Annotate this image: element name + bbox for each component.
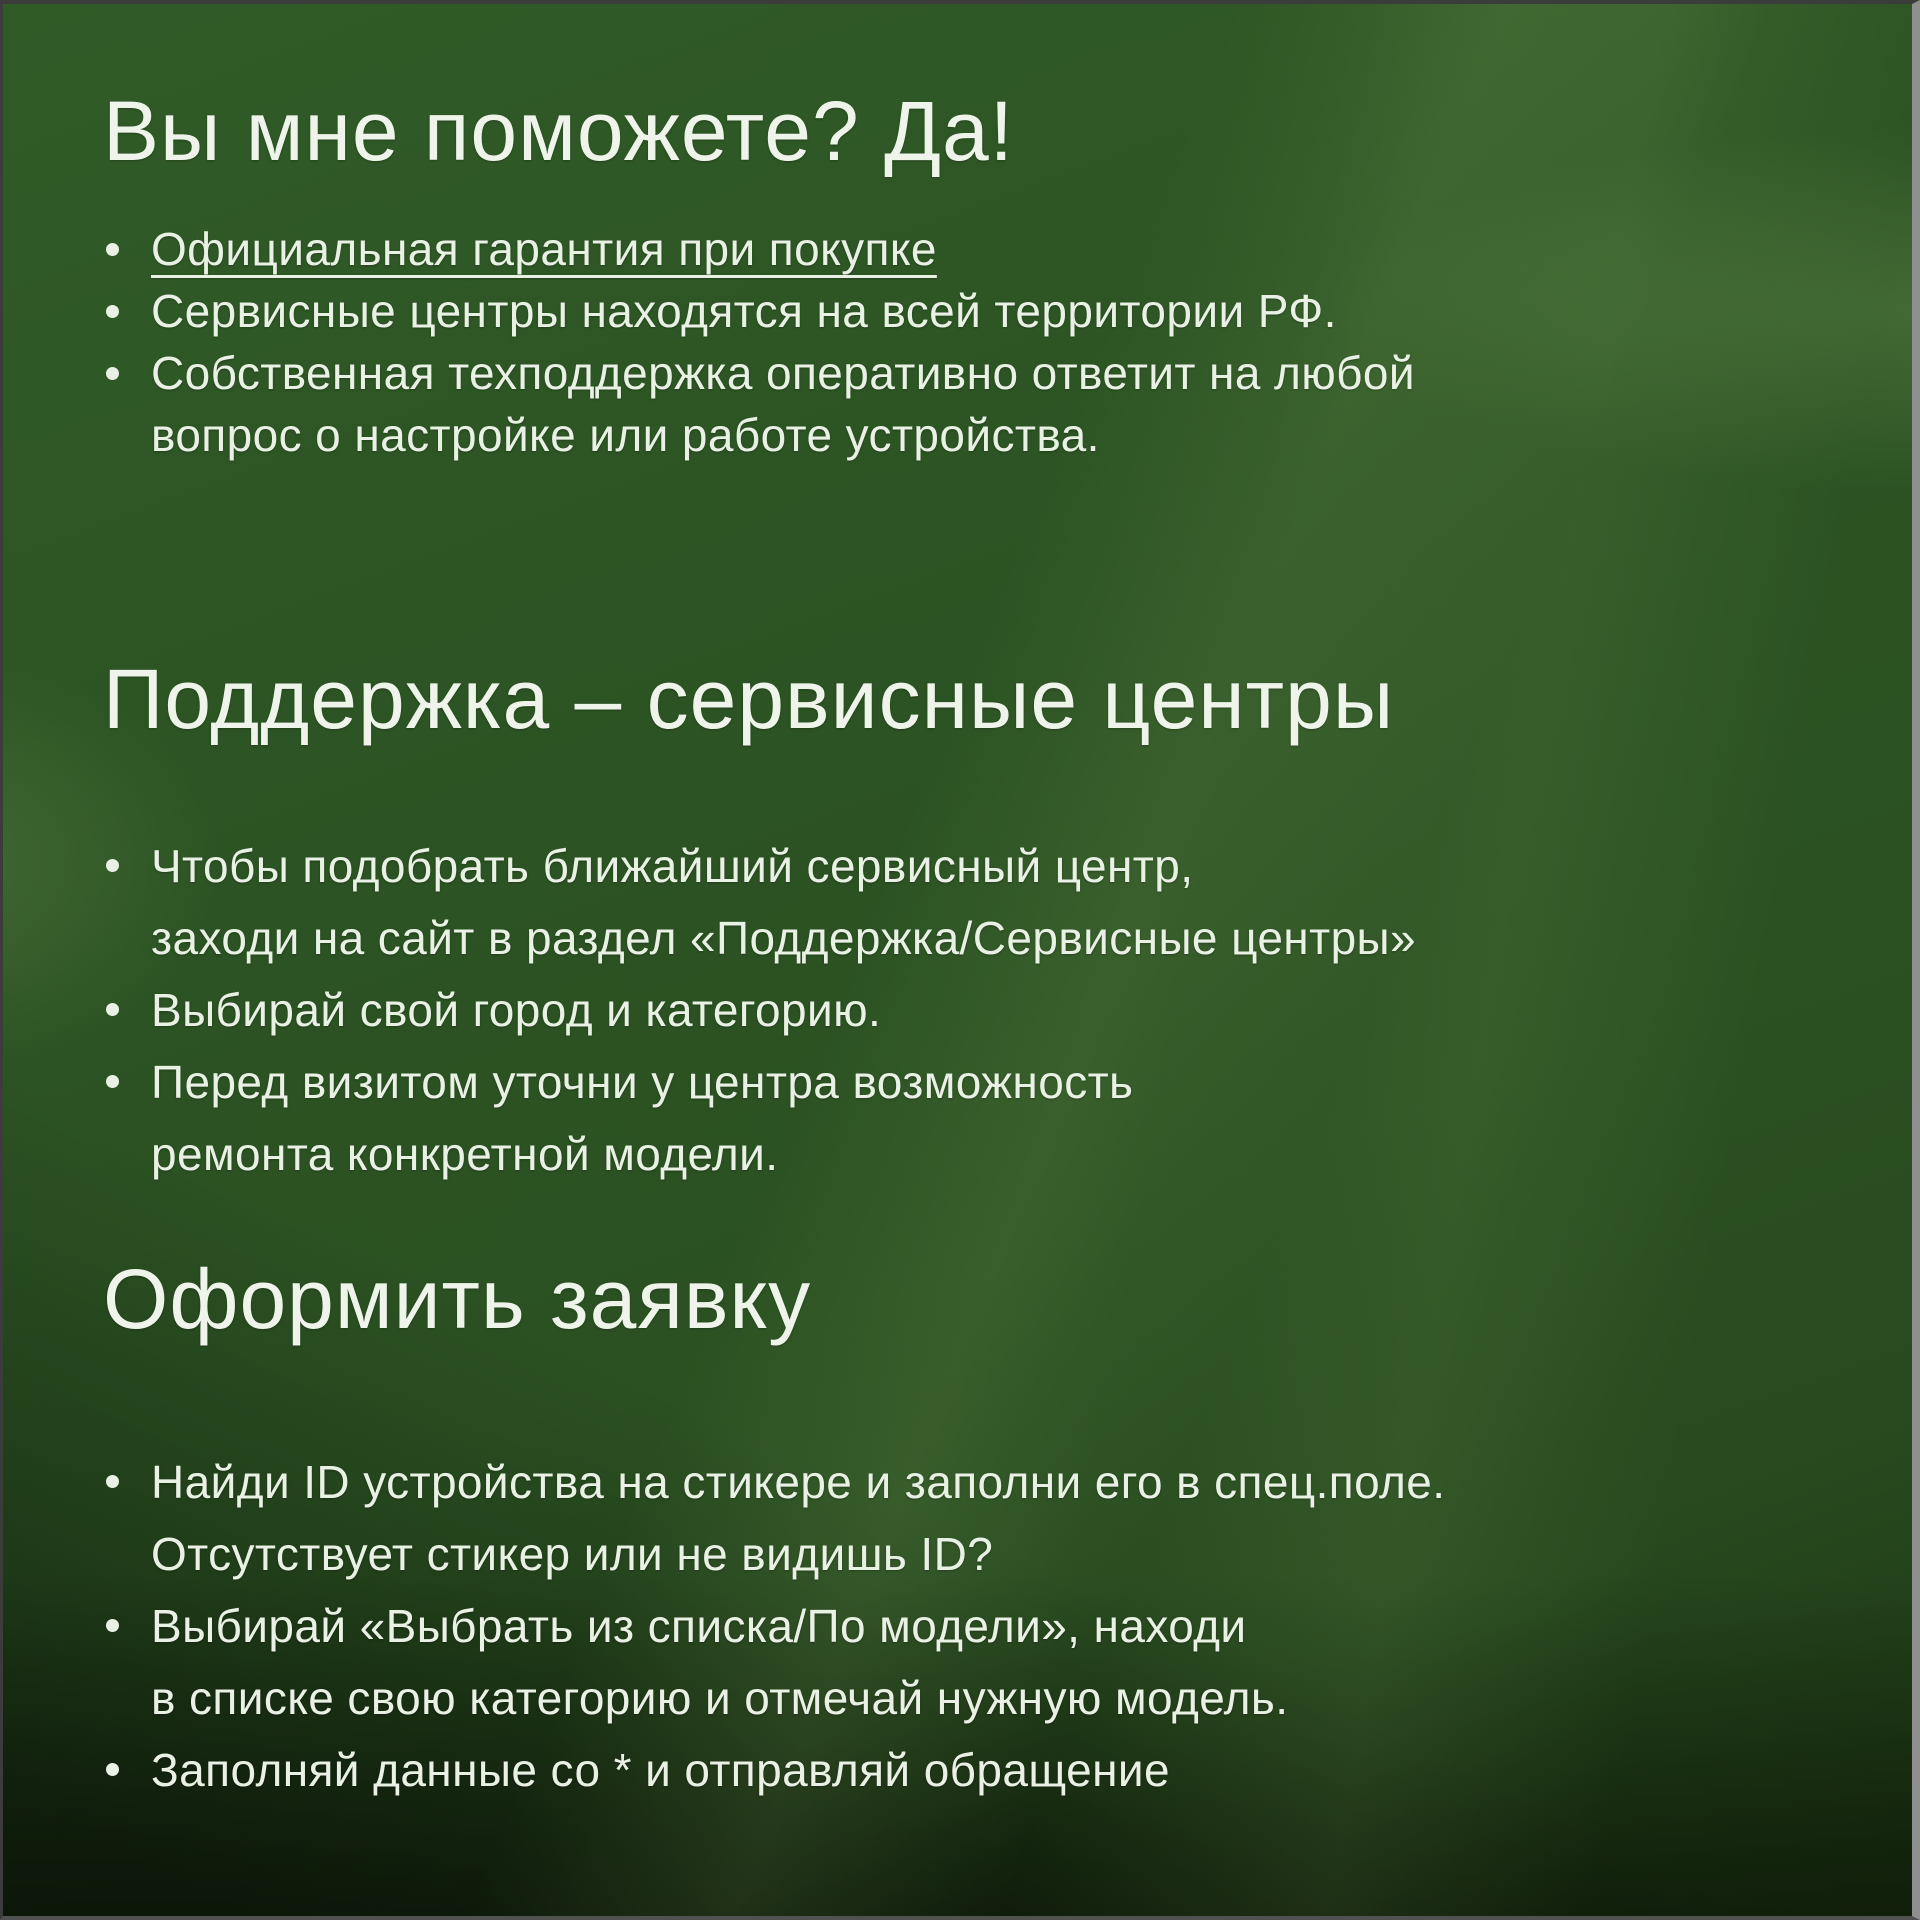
bullet-text: заходи на сайт в раздел «Поддержка/Сервисные центры» [151, 912, 1417, 965]
bullet-text: Отсутствует стикер или не видишь ID? [151, 1528, 994, 1581]
bullet-text: Перед визитом уточни у центра возможность [151, 1056, 1134, 1109]
bullet-text: Выбирай свой город и категорию. [151, 984, 882, 1037]
bullet-text: Сервисные центры находятся на всей территории РФ. [151, 285, 1337, 338]
bullet-text: ремонта конкретной модели. [151, 1128, 779, 1181]
bullet-list [103, 830, 1822, 1190]
section-submit-request [103, 1252, 1822, 1806]
bullet-item [103, 1590, 1822, 1734]
bullet-text: Выбирай «Выбрать из списка/По модели», находи [151, 1600, 1247, 1653]
bullet-item [103, 830, 1822, 974]
bullet-list [103, 218, 1822, 466]
bullet-text: в списке свою категорию и отмечай нужную модель. [151, 1672, 1289, 1725]
bullet-item [103, 342, 1822, 466]
warranty-link[interactable]: Официальная гарантия при покупке [151, 223, 937, 276]
section-service-centers [103, 652, 1822, 1190]
section-title: Оформить заявку [103, 1252, 812, 1347]
bullet-item [103, 1046, 1822, 1190]
section-title: Поддержка – сервисные центры [103, 652, 1395, 747]
section-help-promise [103, 84, 1822, 466]
bullet-text: вопрос о настройке или работе устройства. [151, 409, 1100, 462]
section-title: Вы мне поможете? Да! [103, 84, 1015, 178]
bullet-item [103, 1734, 1822, 1806]
bullet-item [103, 1446, 1822, 1590]
bullet-item [103, 974, 1822, 1046]
bullet-text: Заполняй данные со * и отправляй обращение [151, 1744, 1170, 1797]
bullet-item [103, 218, 1822, 280]
bullet-text: Собственная техподдержка оперативно ответит на любой [151, 347, 1415, 400]
bullet-text: Найди ID устройства на стикере и заполни его в спец.поле. [151, 1456, 1446, 1509]
bullet-list [103, 1446, 1822, 1806]
bullet-text: Чтобы подобрать ближайший сервисный центр, [151, 840, 1194, 893]
bullet-item [103, 280, 1822, 342]
